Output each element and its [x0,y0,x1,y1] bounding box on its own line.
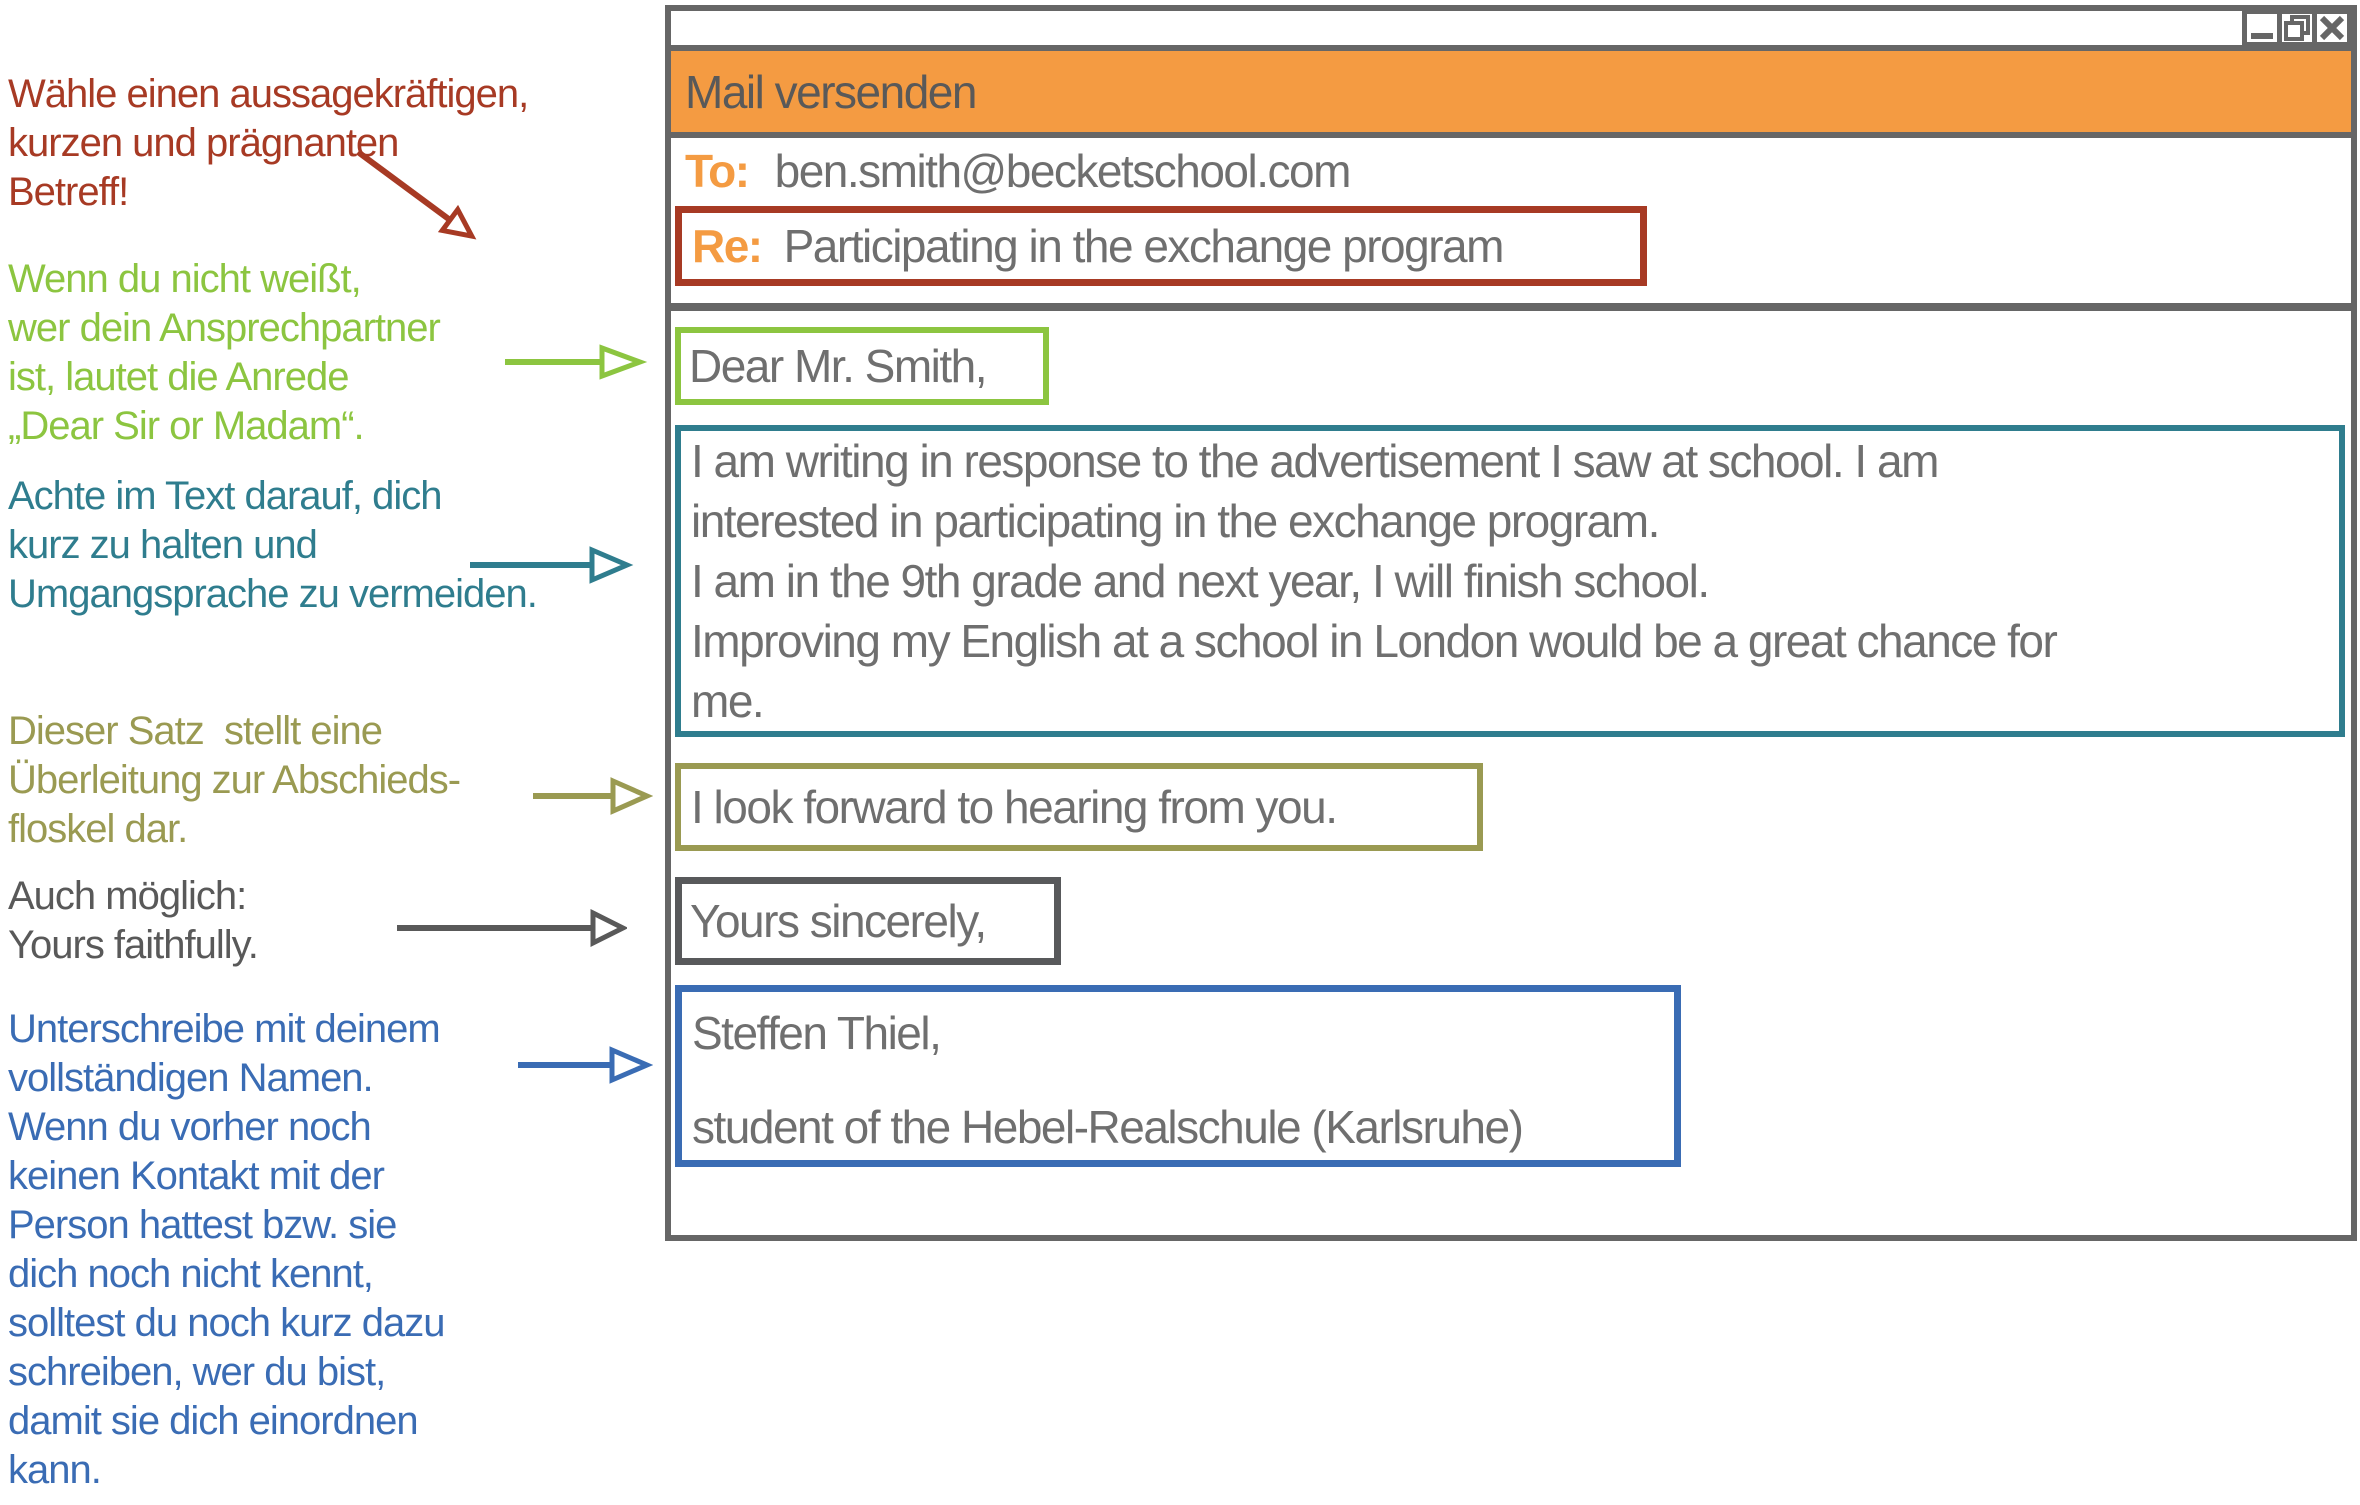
arrow-to-valediction-icon [392,906,627,950]
arrow-to-signature-icon [513,1043,653,1087]
valediction-box[interactable] [675,877,1061,965]
maximize-icon [2283,15,2311,41]
arrow-to-subject-icon [350,140,500,260]
annotation-signature-tip: Unterschreibe mit deinem vollständigen Namen. Wenn du vorher noch keinen Kontakt mit der Person hattest bzw. sie dich noch nicht kennt, solltest du noch kurz dazu schreiben, wer du bist, damit sie dich einordnen kann. [8,1007,445,1492]
window-header [671,45,2351,138]
minimize-icon [2248,15,2276,41]
closing-sentence-text: I look forward to hearing from you. [691,781,1337,833]
close-button[interactable] [2312,9,2352,47]
annotation-subject-tip: Wähle einen aussagekräftigen, kurzen und prägnanten Betreff! [8,72,529,214]
closing-sentence-box[interactable] [675,763,1483,851]
to-value[interactable]: ben.smith@becketschool.com [774,145,1350,197]
arrow-to-closing-icon [528,774,653,818]
re-value[interactable]: Participating in the exchange program [783,220,1503,272]
message-body-box[interactable] [675,425,2345,737]
header-body-divider [671,303,2351,311]
close-icon [2318,15,2346,41]
minimize-button[interactable] [2242,9,2282,47]
annotation-valediction-tip: Auch möglich: Yours faithfully. [8,874,258,967]
annotation-closing-tip: Dieser Satz stellt eine Überleitung zur Abschieds- floskel dar. [8,709,461,851]
signature-box[interactable]: Steffen Thiel, student of the Hebel-Realschule (Karlsruhe) [675,985,1681,1167]
maximize-button[interactable] [2277,9,2317,47]
subject-field[interactable] [675,206,1647,286]
titlebar [671,11,2351,45]
message-body-text: I am writing in response to the advertisement I saw at school. I am interested in participating in the exchange program. I am in the 9th grade and next year, I will finish school. Improving my English at a school in London would be a great chance for me. [691,435,2057,727]
arrow-to-body-icon [465,543,635,587]
to-field[interactable] [685,144,1350,198]
annotation-salutation-tip: Wenn du nicht weißt, wer dein Ansprechpartner ist, lautet die Anrede „Dear Sir or Madam“. [8,257,440,448]
salutation-box[interactable] [675,327,1049,405]
re-label: Re: [692,220,762,272]
annotation-body-tip: Achte im Text darauf, dich kurz zu halten und Umgangsprache zu vermeiden. [8,474,537,616]
valediction-text: Yours sincerely, [690,895,986,947]
to-label: To: [685,145,749,197]
window-title: Mail versenden [685,65,976,118]
arrow-to-salutation-icon [500,340,650,384]
window-controls [2247,9,2352,47]
mail-compose-window [665,5,2357,1241]
salutation-text: Dear Mr. Smith, [689,340,987,392]
